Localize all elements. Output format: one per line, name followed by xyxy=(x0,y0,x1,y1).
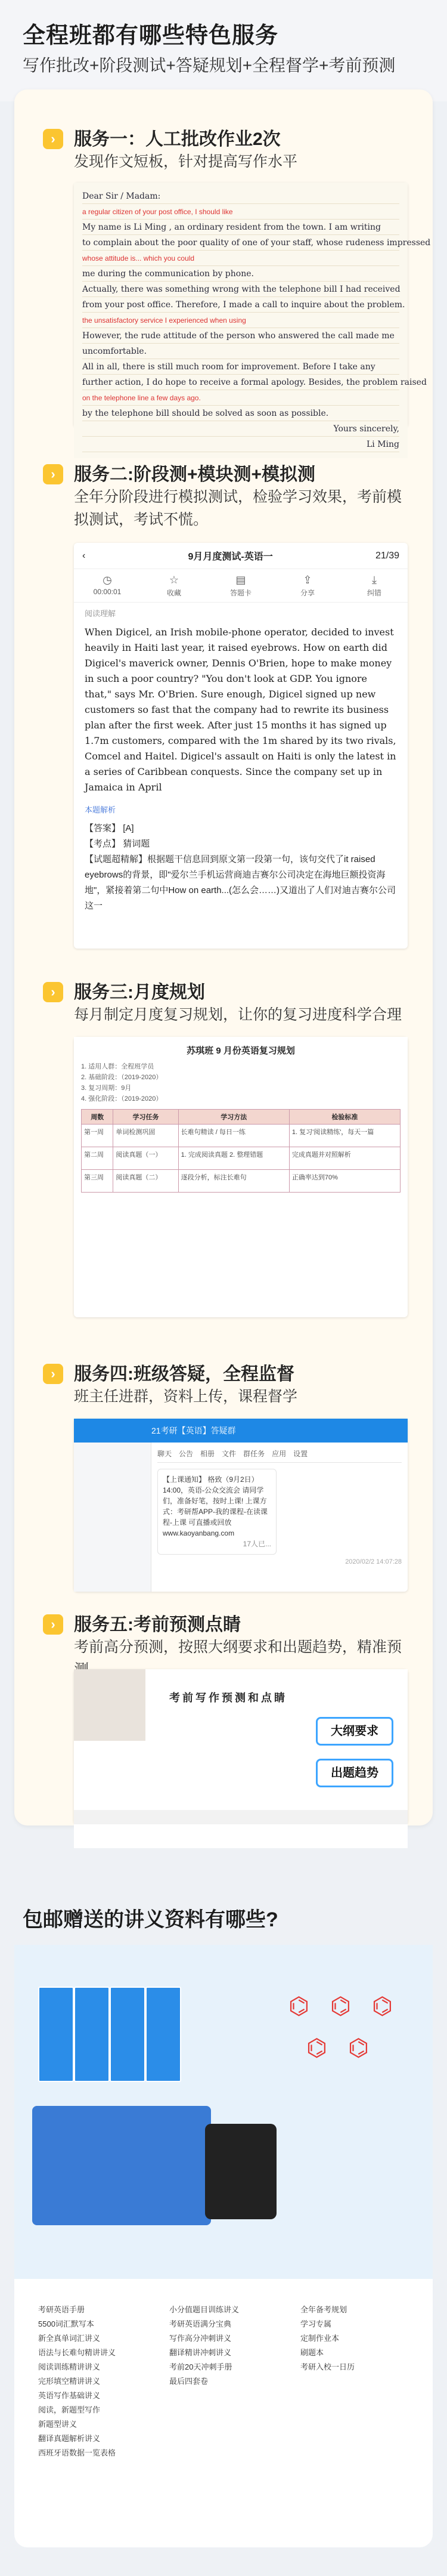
essay-line: uncomfortable. xyxy=(82,344,399,359)
plan-table xyxy=(81,1109,401,1193)
essay-line: Dear Sir / Madam: xyxy=(82,189,399,204)
essay-line: me during the communication by phone. xyxy=(82,266,399,282)
service-4-title: 服务四:班级答疑，全程监督 xyxy=(74,1364,294,1384)
table-row: 第一周 单词检测巩固 长难句精读 / 每日一练 1. 复习'阅读精练'，每天一篇 xyxy=(82,1125,401,1147)
analysis-label[interactable]: 本题解析 xyxy=(85,805,116,814)
pdf-icon: ⌬ xyxy=(288,1993,309,2019)
tab-settings[interactable]: 设置 xyxy=(293,1450,308,1458)
essay-line: further action, I do hope to receive a formal apology. Besides, the problem raised xyxy=(82,375,399,390)
chevron-right-icon: › xyxy=(43,1614,63,1635)
tab-apps[interactable]: 应用 xyxy=(272,1450,287,1458)
answer-label: 【答案】 xyxy=(85,823,121,833)
pdf-icon: ⌬ xyxy=(372,1993,393,2019)
device-image xyxy=(205,2124,277,2219)
essay-annotation: on the telephone line a few days ago. xyxy=(82,390,399,406)
book-image xyxy=(145,1987,181,2082)
gift-list-col1: 考研英语手册 5500词汇默写本 新全真单词汇讲义 语法与长难句精讲讲义 阅读训练精讲讲义 完形填空精讲讲义 英语写作基础讲义 阅读，新题型写作 新题型讲义 翻译真题解析讲义 西班牙语数据一览表格 xyxy=(38,2305,116,2457)
essay-image xyxy=(74,183,431,449)
pdf-icon: ⌬ xyxy=(306,2035,327,2061)
plan-header: 学习任务 xyxy=(113,1110,178,1125)
chat-sidebar xyxy=(74,1443,151,1592)
tab-album[interactable]: 相册 xyxy=(200,1450,215,1458)
pdf-icon: ⌬ xyxy=(348,2035,369,2061)
timer-tool[interactable]: ◷ 00:00:01 xyxy=(74,569,141,602)
detail-label: 【试题超精解】 xyxy=(85,854,148,864)
pdf-icons xyxy=(288,1993,408,2088)
table-row: 第三周 阅读真题（二） 逐段分析，标注长难句 正确率达到70% xyxy=(82,1170,401,1193)
plan-doc xyxy=(74,1037,408,1200)
plan-header: 检验标准 xyxy=(289,1110,400,1125)
gift-list-col3: 全年备考规划 学习专属 定制作业本 刷题本 考研入校一日历 xyxy=(300,2305,355,2371)
chevron-right-icon: › xyxy=(43,982,63,1002)
tab-tasks[interactable]: 群任务 xyxy=(243,1450,265,1458)
chat-header: 21考研【英语】答疑群 xyxy=(74,1419,408,1443)
plan-title: 苏琪班 9 月份英语复习规划 xyxy=(187,1046,295,1056)
service-4-desc: 班主任进群，资料上传，课程督学 xyxy=(74,1388,298,1405)
tab-files[interactable]: 文件 xyxy=(222,1450,237,1458)
page-subtitle: 写作批改+阶段测试+答疑规划+全程督学+考前预测 xyxy=(23,56,396,75)
plan-meta: 1. 适用人群：全程班学员 2. 基础阶段：（2019-2020） 3. 复习周期：9月 4. 强化阶段：（2019-2020） xyxy=(81,1063,163,1102)
chat-time: 2020/02/2 14:07:28 xyxy=(345,1558,402,1565)
test-title: 9月月度测试-英语一 xyxy=(188,552,273,562)
table-row: 第二周 阅读真题（一） 1. 完成阅读真题 2. 整理错题 完成真题并对照解析 xyxy=(82,1147,401,1170)
book-image xyxy=(110,1987,145,2082)
favorite-tool[interactable]: ☆ 收藏 xyxy=(141,569,207,602)
essay-annotation: whose attitude is... which you could xyxy=(82,251,399,266)
essay-annotation: a regular citizen of your post office, I should like xyxy=(82,204,399,220)
chat-tabs xyxy=(157,1448,402,1463)
test-screen xyxy=(74,543,408,949)
services-panel xyxy=(14,89,433,1826)
hero xyxy=(0,0,447,101)
essay-sign-name: Li Ming xyxy=(82,437,399,452)
share-tool[interactable]: ⇪ 分享 xyxy=(274,569,341,602)
essay-sign-yours: Yours sincerely, xyxy=(82,421,399,437)
answer-block xyxy=(74,817,408,918)
pdf-icon: ⌬ xyxy=(330,1993,351,2019)
trend-tag: 出题趋势 xyxy=(316,1759,393,1787)
essay-line: All in all, there is still much room for improvement. Before I take any xyxy=(82,359,399,375)
chat-main xyxy=(151,1443,408,1592)
essay-sheet xyxy=(74,183,431,458)
download-icon: ⤓ xyxy=(372,574,377,586)
video-controls[interactable] xyxy=(74,1810,408,1824)
test-toolbar xyxy=(74,543,408,569)
service-2-desc: 全年分阶段进行模拟测试，检验学习效果，考前模拟测试，考试不慌。 xyxy=(74,489,402,528)
plan-header: 周数 xyxy=(82,1110,113,1125)
video-screen[interactable] xyxy=(74,1669,408,1824)
star-icon: ☆ xyxy=(169,574,179,586)
test-progress: 21/39 xyxy=(375,550,399,561)
service-5-title: 服务五:考前预测点睛 xyxy=(74,1615,241,1635)
chevron-right-icon: › xyxy=(43,129,63,149)
answer-card-tool[interactable]: ▤ 答题卡 xyxy=(207,569,274,602)
tab-chat[interactable]: 聊天 xyxy=(157,1450,172,1458)
correction-tool[interactable]: ⤓ 纠错 xyxy=(341,569,408,602)
chevron-right-icon: › xyxy=(43,1364,63,1384)
book-image xyxy=(38,1987,74,2082)
point-value: 猜词题 xyxy=(123,839,150,849)
service-3-title: 服务三:月度规划 xyxy=(74,983,205,1002)
test-tools xyxy=(74,569,408,603)
gifts-area xyxy=(14,1945,433,2547)
gift-list-col2: 小分值题目训练讲义 考研英语满分宝典 写作高分冲刺讲义 翻译精讲冲刺讲义 考前20天冲刺手册 最后四套卷 xyxy=(169,2305,240,2386)
plan-image xyxy=(74,1037,408,1317)
syllabus-tag: 大纲要求 xyxy=(316,1717,393,1746)
essay-line: My name is Li Ming , an ordinary resident from the town. I am writing xyxy=(82,220,399,235)
service-1-desc: 发现作文短板，针对提高写作水平 xyxy=(74,153,298,170)
share-icon: ⇪ xyxy=(303,574,312,586)
card-icon: ▤ xyxy=(235,574,246,586)
service-3-desc: 每月制定月度复习规划，让你的复习进度科学合理 xyxy=(74,1006,402,1023)
gift-box xyxy=(32,2106,211,2225)
point-label: 【考点】 xyxy=(85,839,121,849)
read-count: 17人已... xyxy=(243,1540,271,1548)
page-title: 全程班都有哪些特色服务 xyxy=(23,23,279,48)
clock-icon: ◷ xyxy=(103,574,112,586)
back-icon[interactable]: ‹ xyxy=(82,550,86,561)
chat-screen xyxy=(74,1419,408,1592)
essay-line: Actually, there was something wrong with the telephone bill I had received xyxy=(82,282,399,297)
chevron-right-icon: › xyxy=(43,464,63,484)
service-1-title: 服务一：人工批改作业2次 xyxy=(74,129,281,149)
book-image xyxy=(74,1987,110,2082)
essay-line: to complain about the poor quality of one of your staff, whose rudeness impressed xyxy=(82,235,399,251)
reading-label: 阅读理解 xyxy=(85,609,116,618)
teacher-avatar xyxy=(74,1669,145,1741)
plan-header: 学习方法 xyxy=(178,1110,289,1125)
essay-line: by the telephone bill should be solved as soon as possible. xyxy=(82,406,399,421)
service-2-title: 服务二:阶段测+模块测+模拟测 xyxy=(74,465,316,484)
tab-notice[interactable]: 公告 xyxy=(179,1450,194,1458)
service-5-desc: 考前高分预测，按照大纲要求和出题趋势，精准预 xyxy=(74,1639,402,1655)
gifts-title: 包邮赠送的讲义资料有哪些? xyxy=(23,1908,278,1931)
essay-annotation: the unsatisfactory service I experienced when using xyxy=(82,313,399,328)
essay-line: from your post office. Therefore, I made a call to inquire about the problem. xyxy=(82,297,399,313)
reading-passage: When Digicel, an Irish mobile-phone operator, decided to invest heavily in Haiti last year, it raised eyebrows. How on earth did Digicel's maverick owner, Dennis O'Brien, hope to make money in such a poor country? "You don't look at GDP. You ignore that," says Mr. O'Brien. Sure enough, Digicel signed up new customers so fast that the company had to rewrite its business plan after the first week. After just 15 months it has signed up 1.7m customers, compared with the 1m shared by its two rivals, Comcel and Haitel. Digicel's assault on Haiti is only the latest in a series of Caribbean conquests. Since the company set up in Jamaica in April xyxy=(85,626,396,793)
slide-title: 考前写作预测和点睛 xyxy=(169,1692,287,1704)
essay-line: However, the rude attitude of the person who answered the call made me xyxy=(82,328,399,344)
announcement-bubble: 【上课通知】 格致（9月2日） 14:00，英语-公众交流会 请同学们，准备好笔，按时上课! 上课方式：考研帮APP-我的课程-在读课程-上课 可直播或回放 www.kaoyanbang.com 17人已... xyxy=(157,1469,277,1555)
detail-text: 根据题干信息回到原文第一段第一句，该句交代了it raised eyebrows的背景，即"爱尔兰手机运营商迪吉赛尔公司决定在海地巨额投资海地"，紧接着第二句中How on earth...(怎么会……)又道出了人们对迪吉赛尔公司这一 xyxy=(85,854,396,911)
answer-value: [A] xyxy=(123,823,134,833)
gifts-photo xyxy=(14,1945,433,2279)
